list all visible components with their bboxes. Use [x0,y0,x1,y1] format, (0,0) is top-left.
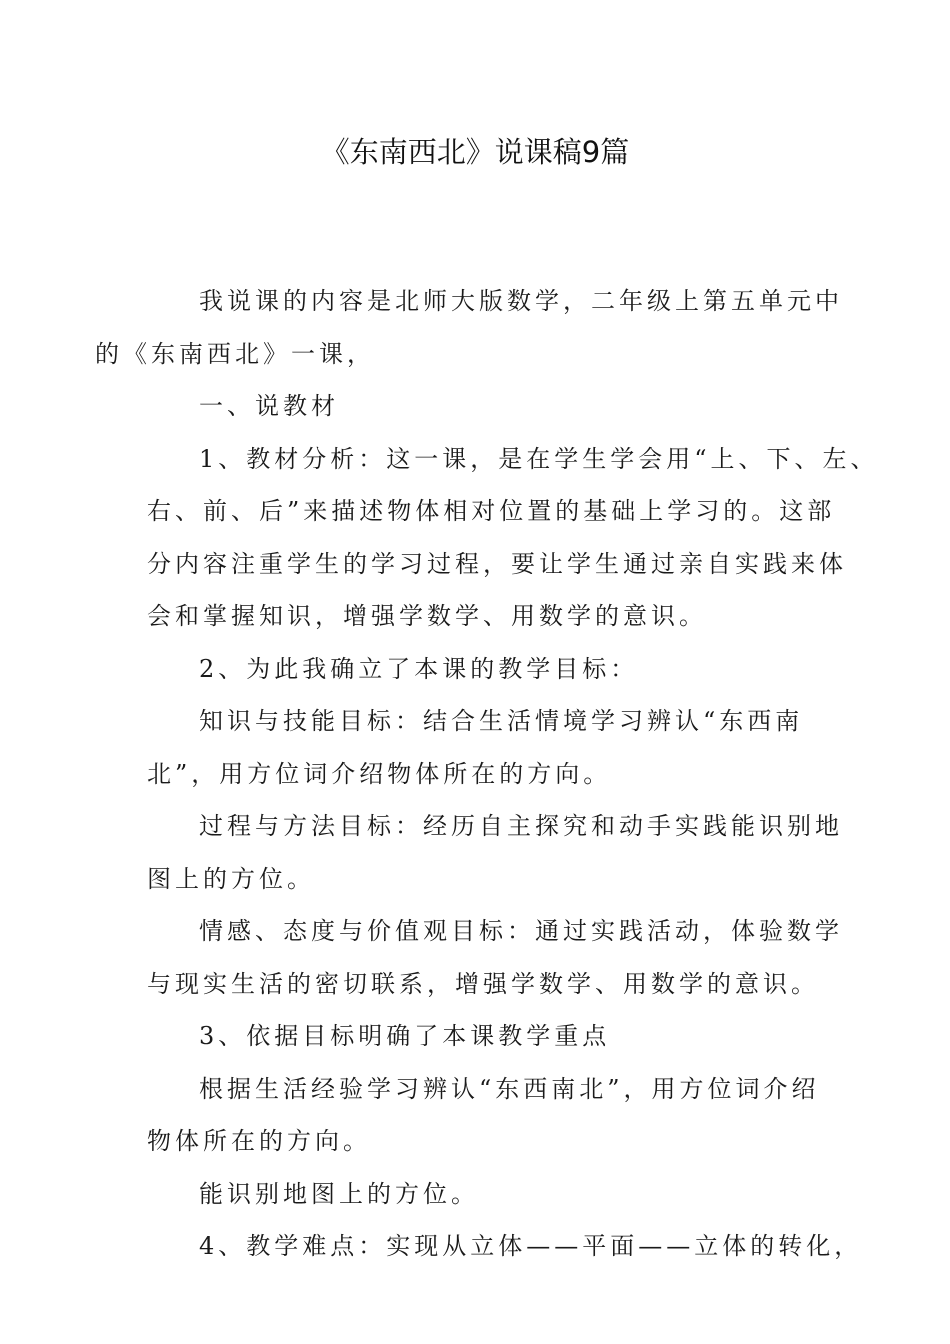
text-line: 1、教材分析：这一课，是在学生学会用“上、下、左、 [199,444,879,473]
text-line: 知识与技能目标：结合生活情境学习辨认“东西南 [199,707,804,735]
text-line: 北”，用方位词介绍物体所在的方向。 [147,759,612,788]
paragraph-7 [147,905,843,1010]
text-line: 物体所在的方向。 [147,1127,371,1155]
text-line: 的《东南西北》一课， [95,339,375,368]
document-body [95,275,879,1273]
paragraph-10 [147,1168,809,1221]
paragraph-4 [147,643,809,696]
paragraph-2 [147,380,809,433]
paragraph-3 [147,433,879,643]
paragraph-5 [147,695,809,800]
document-title: 《东南西北》说课稿9篇 [320,135,630,169]
text-line: 过程与方法目标：经历自主探究和动手实践能识别地 [199,812,843,840]
paragraph-1 [95,275,843,380]
text-line: 4、教学难点：实现从立体——平面——立体的转化， [199,1232,863,1260]
paragraph-11 [147,1220,863,1273]
text-line: 情感、态度与价值观目标：通过实践活动，体验数学 [199,917,843,945]
text-line: 右、前、后”来描述物体相对位置的基础上学习的。这部 [147,497,836,525]
text-line: 与现实生活的密切联系，增强学数学、用数学的意识。 [147,969,819,998]
text-line: 根据生活经验学习辨认“东西南北”，用方位词介绍 [199,1074,820,1103]
text-line: 能识别地图上的方位。 [199,1179,479,1208]
text-line: 3、依据目标明确了本课教学重点 [199,1022,611,1050]
paragraph-6 [147,800,843,905]
paragraph-8 [147,1010,809,1063]
paragraph-9 [147,1063,820,1168]
text-line: 图上的方位。 [147,864,315,893]
text-line: 我说课的内容是北师大版数学，二年级上第五单元中 [199,287,843,315]
text-line: 2、为此我确立了本课的教学目标： [199,654,639,683]
text-line: 会和掌握知识，增强学数学、用数学的意识。 [147,602,707,630]
text-line: 分内容注重学生的学习过程，要让学生通过亲自实践来体 [147,549,847,578]
text-line: 一、说教材 [199,392,339,420]
